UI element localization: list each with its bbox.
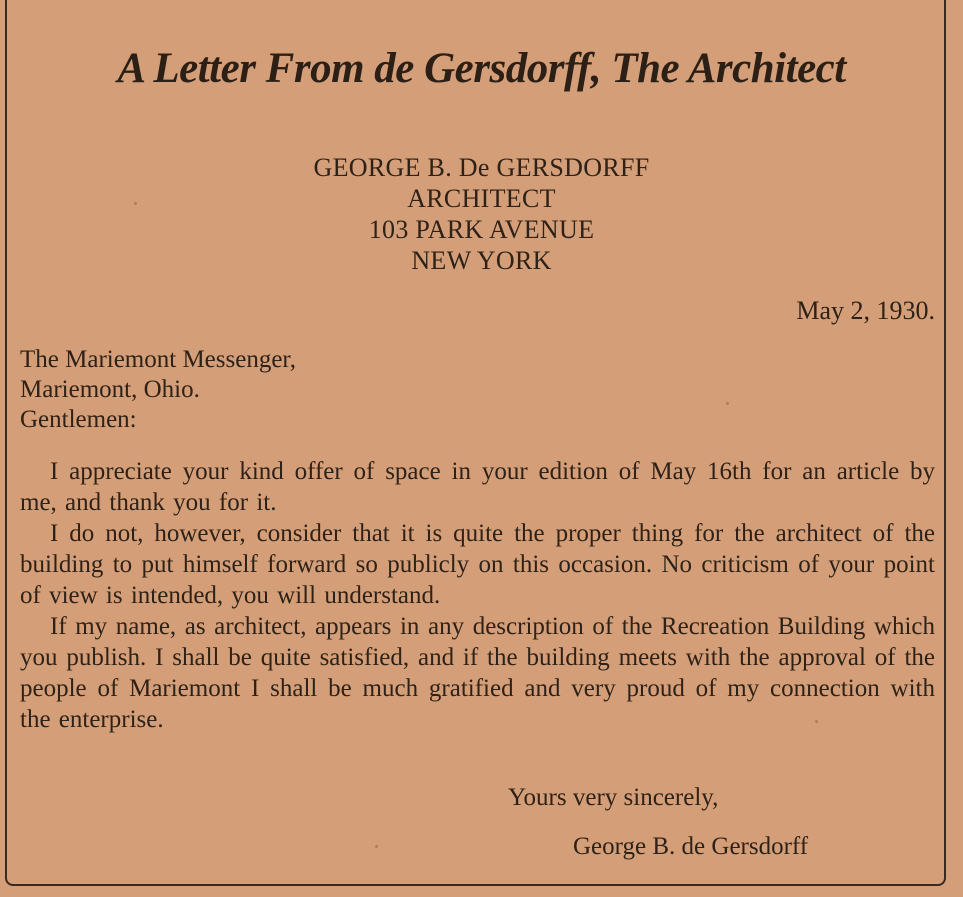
signature: George B. de Gersdorff — [573, 833, 809, 860]
letterhead-street: 103 PARK AVENUE — [368, 215, 595, 244]
addressee-block — [20, 345, 296, 435]
article-title: A Letter From de Gersdorff, The Architect — [117, 45, 846, 92]
paper-speck — [726, 402, 729, 405]
body-paragraph-3: If my name, as architect, appears in any description of the Recreation Building which you publish. I shall be quite satisfied, and if the building meets with the approval of the people of Mariemont I shall be much gratified and very proud of my connection with the enterprise. — [20, 613, 935, 733]
body-paragraph-2: I do not, however, consider that it is quite the proper thing for the architect of the building to put himself forward so publicly on this occasion. No criticism of your point of view is intended, you will understand. — [20, 520, 935, 609]
letterhead-profession: ARCHITECT — [407, 184, 556, 213]
letterhead-city: NEW YORK — [411, 246, 552, 275]
page-border — [5, 0, 946, 886]
letterhead-name: GEORGE B. De GERSDORFF — [313, 153, 650, 182]
paper-speck — [134, 202, 137, 205]
body-paragraph-1: I appreciate your kind offer of space in your edition of May 16th for an article by me, and thank you for it. — [20, 458, 935, 516]
salutation: Gentlemen: — [20, 406, 137, 433]
letterhead — [0, 152, 963, 276]
closing: Yours very sincerely, — [508, 784, 719, 811]
paper-speck — [375, 845, 378, 848]
letter-body — [20, 456, 935, 735]
addressee-line-1: The Mariemont Messenger, — [20, 346, 297, 373]
addressee-line-2: Mariemont, Ohio. — [20, 376, 200, 403]
letter-date: May 2, 1930. — [796, 296, 935, 325]
paper-speck — [815, 720, 818, 723]
